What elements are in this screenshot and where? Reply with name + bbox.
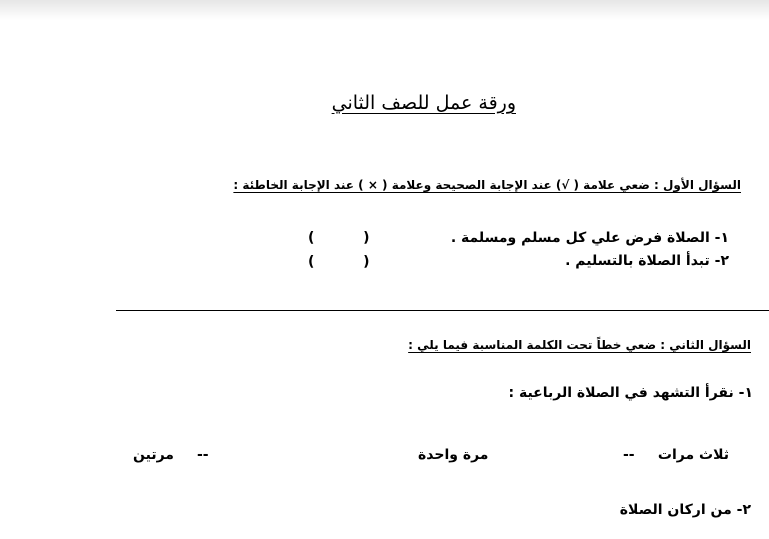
section-divider [116, 310, 769, 311]
option-separator: -- [623, 447, 635, 463]
option-separator: -- [197, 447, 209, 463]
question2-item-2: ٢- من اركان الصلاة [619, 502, 751, 518]
worksheet-title: ورقة عمل للصف الثاني [331, 92, 516, 114]
question2-item-1-option-3[interactable]: مرتين [133, 447, 174, 463]
question1-item-1-answer-slot[interactable]: ( ) [308, 230, 370, 246]
page-top-shadow [0, 0, 769, 20]
question2-item-1-option-2[interactable]: مرة واحدة [418, 447, 489, 463]
question1-item-1: ١- الصلاة فرض علي كل مسلم ومسلمة . [450, 230, 729, 246]
question1-item-2-answer-slot[interactable]: ( ) [308, 254, 370, 270]
question1-heading: السؤال الأول : ضعي علامة ( √) عند الإجابة الصحيحة وعلامة ( × ) عند الإجابة الخاطئة : [233, 178, 741, 192]
question2-heading: السؤال الثاني : ضعي خطاً تحت الكلمة المناسبة فيما يلي : [408, 338, 751, 352]
question1-item-2: ٢- تبدأ الصلاة بالتسليم . [565, 253, 729, 269]
question2-item-1-option-1[interactable]: ثلاث مرات [657, 447, 729, 463]
question2-item-1: ١- نقرأ التشهد في الصلاة الرباعية : [508, 385, 753, 401]
